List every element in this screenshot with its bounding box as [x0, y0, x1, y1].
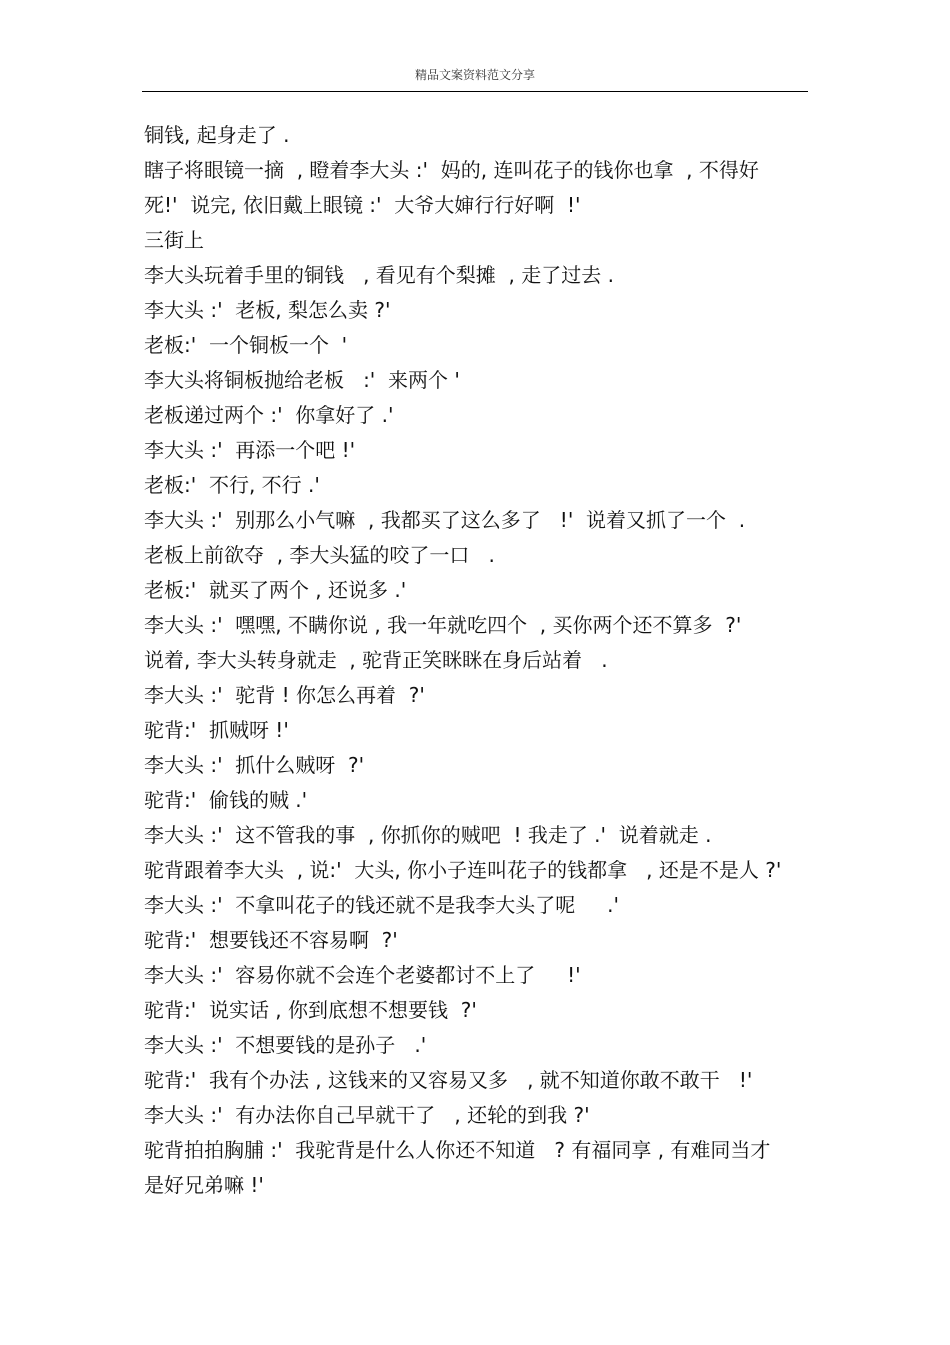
text-line: 驼背:' 想要钱还不容易啊 ?'	[144, 928, 398, 952]
document-body	[144, 118, 808, 1203]
text-line: 说着, 李大头转身就走 , 驼背正笑眯眯在身后站着 .	[144, 648, 608, 672]
text-line: 是好兄弟嘛 !'	[144, 1173, 264, 1197]
text-line: 李大头 :' 不想要钱的是孙子 .'	[144, 1033, 427, 1057]
text-line: 驼背:' 偷钱的贼 .'	[144, 788, 308, 812]
text-line: 李大头玩着手里的铜钱 , 看见有个梨摊 , 走了过去 .	[144, 263, 614, 287]
text-line: 李大头 :' 嘿嘿, 不瞒你说 , 我一年就吃四个 , 买你两个还不算多 ?'	[144, 613, 742, 637]
text-line: 李大头 :' 老板, 梨怎么卖 ?'	[144, 298, 391, 322]
text-line: 死!' 说完, 依旧戴上眼镜 :' 大爷大婶行行好啊 !'	[144, 193, 581, 217]
text-line: 驼背:' 抓贼呀 !'	[144, 718, 289, 742]
text-line: 李大头 :' 再添一个吧 !'	[144, 438, 356, 462]
text-line: 李大头 :' 别那么小气嘛 , 我都买了这么多了 !' 说着又抓了一个 .	[144, 508, 746, 532]
text-line: 李大头 :' 不拿叫花子的钱还就不是我李大头了呢 .'	[144, 893, 619, 917]
text-line: 老板:' 一个铜板一个 '	[144, 333, 348, 357]
text-line: 李大头 :' 这不管我的事 , 你抓你的贼吧 ! 我走了 .' 说着就走 .	[144, 823, 712, 847]
text-line: 三街上	[144, 228, 204, 252]
text-line: 李大头 :' 抓什么贼呀 ?'	[144, 753, 365, 777]
text-line: 驼背:' 说实话 , 你到底想不想要钱 ?'	[144, 998, 477, 1022]
text-line: 驼背拍拍胸脯 :' 我驼背是什么人你还不知道 ? 有福同享 , 有难同当才	[144, 1138, 771, 1162]
text-line: 老板递过两个 :' 你拿好了 .'	[144, 403, 394, 427]
text-line: 驼背:' 我有个办法 , 这钱来的又容易又多 , 就不知道你敢不敢干 !'	[144, 1068, 753, 1092]
text-line: 李大头 :' 有办法你自己早就干了 , 还轮的到我 ?'	[144, 1103, 590, 1127]
text-line: 老板上前欲夺 , 李大头猛的咬了一口 .	[144, 543, 495, 567]
text-line: 老板:' 不行, 不行 .'	[144, 473, 320, 497]
text-line: 李大头 :' 容易你就不会连个老婆都讨不上了 !'	[144, 963, 581, 987]
text-line: 李大头 :' 驼背 ! 你怎么再着 ?'	[144, 683, 425, 707]
text-line: 瞎子将眼镜一摘 , 瞪着李大头 :' 妈的, 连叫花子的钱你也拿 , 不得好	[144, 158, 759, 182]
page-header	[142, 68, 808, 92]
text-line: 驼背跟着李大头 , 说:' 大头, 你小子连叫花子的钱都拿 , 还是不是人 ?'	[144, 858, 782, 882]
text-line: 李大头将铜板抛给老板 :' 来两个 '	[144, 368, 460, 392]
text-line: 铜钱, 起身走了 .	[144, 123, 290, 147]
header-title: 精品文案资料范文分享	[414, 68, 535, 82]
text-line: 老板:' 就买了两个 , 还说多 .'	[144, 578, 407, 602]
